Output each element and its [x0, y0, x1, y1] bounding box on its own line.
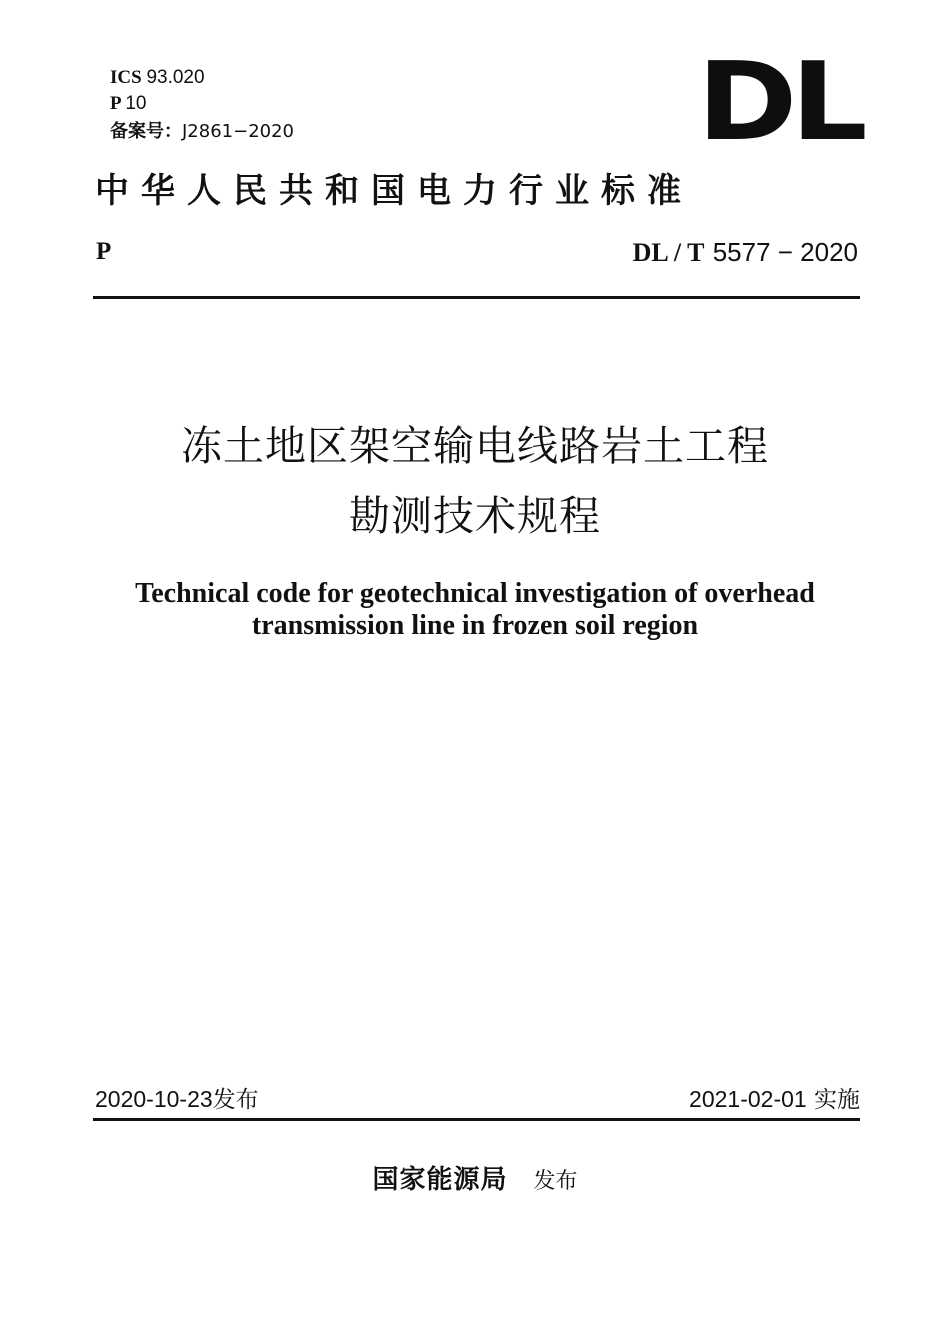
- record-code: J2861−2020: [182, 121, 295, 142]
- ics-line: [110, 66, 205, 90]
- record-line: [110, 120, 294, 144]
- english-title-line-1: Technical code for geotechnical investigation of overhead: [135, 578, 815, 609]
- footer-divider: [93, 1118, 860, 1121]
- english-title-line-2: transmission line in frozen soil region: [251, 610, 699, 641]
- class-label: P: [110, 93, 121, 114]
- publisher-name: 国家能源局: [372, 1165, 508, 1195]
- issue-date: 2020-10-23: [95, 1086, 213, 1112]
- standard-code-prefix: DL / T: [632, 238, 705, 267]
- class-code: 10: [125, 93, 147, 114]
- standard-category-title: 中华人民共和国电力行业标准: [95, 171, 693, 211]
- chinese-title-line-2: 勘测技术规程: [349, 492, 601, 540]
- issue-date-line: [95, 1084, 259, 1115]
- publisher-action: 发布: [533, 1169, 578, 1194]
- ics-code: 93.020: [146, 67, 205, 88]
- effective-label: 实施: [814, 1087, 860, 1113]
- issue-label: 发布: [212, 1087, 259, 1113]
- publisher-line: [0, 1162, 950, 1201]
- standard-code: [633, 236, 858, 269]
- effective-date-line: [689, 1084, 860, 1115]
- chinese-title-line-1: 冻土地区架空输电线路岩土工程: [181, 422, 769, 470]
- record-label: 备案号：: [110, 121, 182, 142]
- dl-logo: DL: [697, 40, 862, 165]
- ics-label: ICS: [110, 67, 142, 88]
- standard-classification: P: [96, 238, 112, 265]
- standard-code-number: 5577 − 2020: [712, 237, 858, 267]
- header-divider: [93, 296, 860, 299]
- effective-date: 2021-02-01: [689, 1086, 807, 1112]
- class-line: [110, 92, 146, 116]
